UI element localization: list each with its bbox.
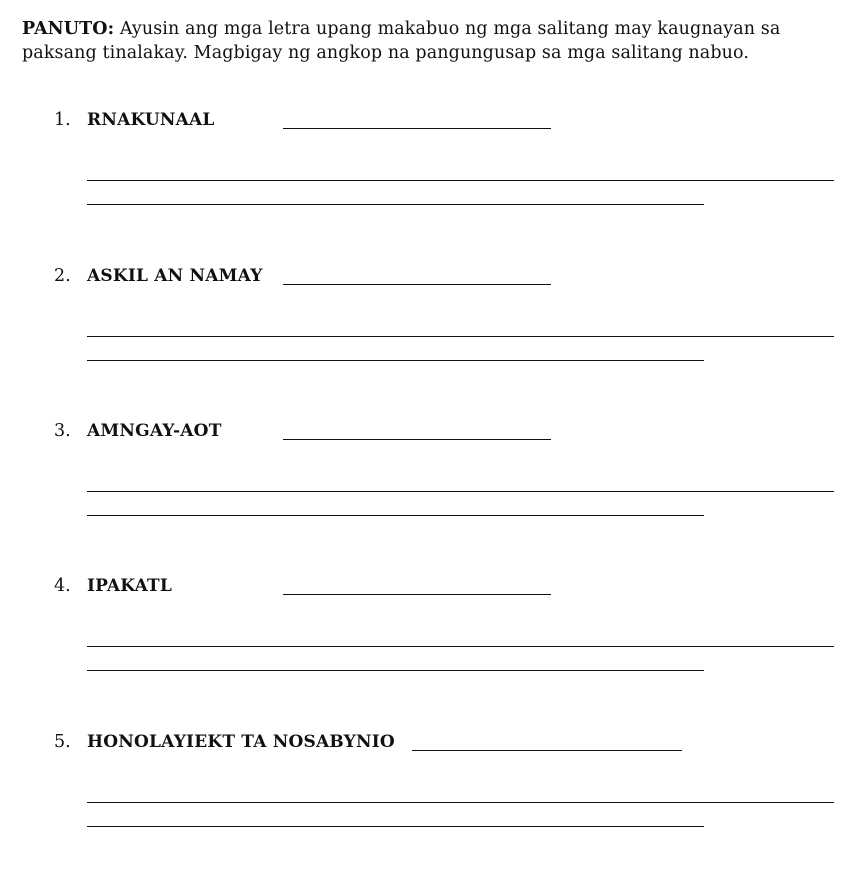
sentence-line-2[interactable]	[87, 515, 704, 516]
answer-line[interactable]	[283, 594, 551, 595]
instructions-label: PANUTO:	[22, 19, 115, 39]
answer-line[interactable]	[283, 284, 551, 285]
item-number: 4.	[54, 576, 71, 596]
sentence-line-1[interactable]	[87, 336, 834, 337]
sentence-line-2[interactable]	[87, 204, 704, 205]
answer-line[interactable]	[283, 439, 551, 440]
item-number: 5.	[54, 732, 71, 752]
instructions	[22, 17, 842, 65]
sentence-line-1[interactable]	[87, 180, 834, 181]
item-number: 2.	[54, 266, 71, 286]
answer-line[interactable]	[412, 750, 682, 751]
sentence-line-1[interactable]	[87, 802, 834, 803]
exercise-item-2	[0, 265, 867, 375]
instructions-text: Ayusin ang mga letra upang makabuo ng mga salitang may kaugnayan sa paksang tinalakay. Magbigay ng angkop na pangungusap sa mga salitang nabuo.	[22, 19, 781, 63]
scrambled-word: AMNGAY-AOT	[87, 421, 222, 441]
answer-line[interactable]	[283, 128, 551, 129]
sentence-line-2[interactable]	[87, 360, 704, 361]
scrambled-word: ASKIL AN NAMAY	[87, 266, 263, 286]
item-number: 3.	[54, 421, 71, 441]
exercise-item-4	[0, 575, 867, 685]
sentence-line-1[interactable]	[87, 491, 834, 492]
scrambled-word: IPAKATL	[87, 576, 173, 596]
exercise-item-1	[0, 109, 867, 219]
scrambled-word: RNAKUNAAL	[87, 110, 215, 130]
sentence-line-2[interactable]	[87, 826, 704, 827]
item-number: 1.	[54, 110, 71, 130]
sentence-line-2[interactable]	[87, 670, 704, 671]
scrambled-word: HONOLAYIEKT TA NOSABYNIO	[87, 732, 395, 752]
exercise-item-5	[0, 731, 867, 841]
exercise-item-3	[0, 420, 867, 530]
sentence-line-1[interactable]	[87, 646, 834, 647]
